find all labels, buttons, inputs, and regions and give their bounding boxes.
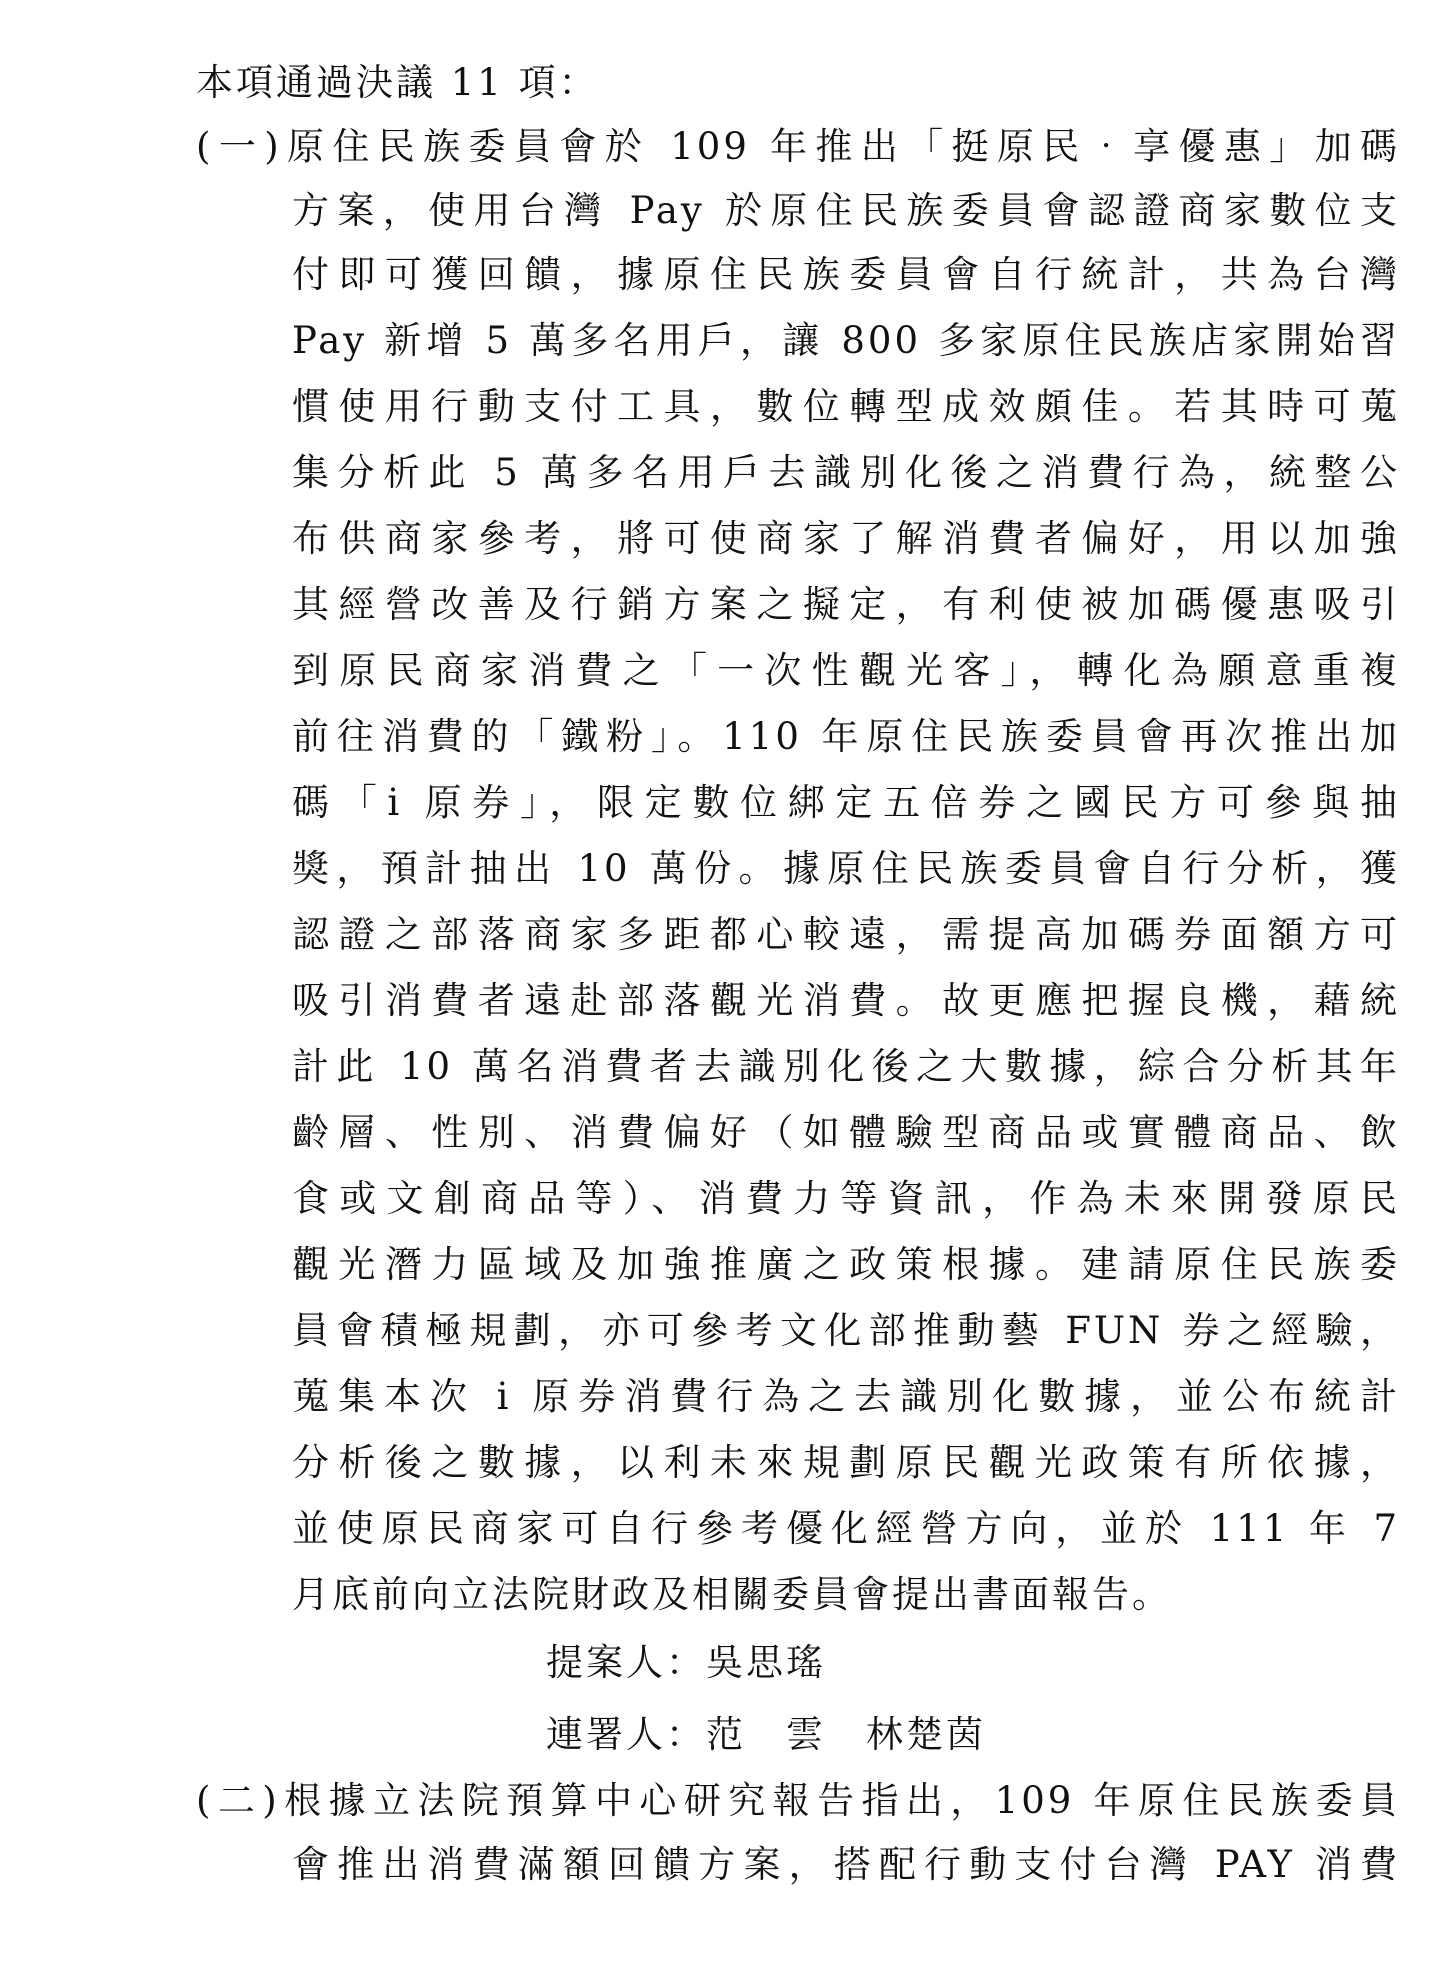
item-1-line: Pay 新增 5 萬多名用戶，讓 800 多家原住民族店家開始習 [292,319,1400,362]
item-1-marker: (一) [196,125,282,168]
item-1-line: 集分析此 5 萬多名用戶去識別化後之消費行為，統整公 [292,451,1400,494]
item-2-first-text: 根據立法院預算中心研究報告指出，109 年原住民族委員 [279,1779,1400,1822]
item-1-line: 並使原民商家可自行參考優化經營方向，並於 111 年 7 [292,1507,1400,1550]
item-1-line: 觀光潛力區域及加強推廣之政策根據。建請原住民族委 [292,1243,1400,1286]
cosigner-names: 范 雲 林楚茵 [706,1713,986,1756]
item-1-line: 吸引消費者遠赴部落觀光消費。故更應把握良機，藉統 [292,979,1400,1022]
cosigner-line [546,1712,986,1758]
item-1-first-line [196,124,1400,170]
item-1-line: 分析後之數據，以利未來規劃原民觀光政策有所依據， [292,1441,1400,1484]
item-1-line: 慣使用行動支付工具，數位轉型成效頗佳。若其時可蒐 [292,385,1400,428]
item-1-line: 食或文創商品等）、消費力等資訊，作為未來開發原民 [292,1177,1400,1220]
cosigner-label: 連署人： [546,1713,706,1756]
item-1-line: 前往消費的「鐵粉」。110 年原住民族委員會再次推出加 [292,715,1400,758]
intro-line: 本項通過決議 11 項： [196,61,599,104]
item-1-line: 方案，使用台灣 Pay 於原住民族委員會認證商家數位支 [292,189,1400,232]
item-2-first-line [196,1778,1400,1824]
item-1-line: 付即可獲回饋，據原住民族委員會自行統計，共為台灣 [292,253,1400,296]
item-1-line: 其經營改善及行銷方案之擬定，有利使被加碼優惠吸引 [292,583,1400,626]
item-1-first-text: 原住民族委員會於 109 年推出「挺原民‧享優惠」加碼 [281,125,1400,168]
item-1-line: 蒐集本次 i 原券消費行為之去識別化數據，並公布統計 [292,1375,1400,1418]
item-1-line: 碼「i 原券」，限定數位綁定五倍券之國民方可參與抽 [292,781,1400,824]
item-1-line: 月底前向立法院財政及相關委員會提出書面報告。 [292,1573,1172,1616]
item-1-line: 認證之部落商家多距都心較遠，需提高加碼券面額方可 [292,913,1400,956]
item-1-line: 布供商家參考，將可使商家了解消費者偏好，用以加強 [292,517,1400,560]
item-1-line: 到原民商家消費之「一次性觀光客」，轉化為願意重複 [292,649,1400,692]
proposer-line [546,1640,826,1686]
item-1-line: 計此 10 萬名消費者去識別化後之大數據，綜合分析其年 [292,1045,1400,1088]
item-1-line: 員會積極規劃，亦可參考文化部推動藝 FUN 券之經驗， [292,1309,1400,1352]
proposer-name: 吳思瑤 [706,1641,826,1684]
item-2-marker: (二) [196,1779,280,1822]
item-1-line: 齡層、性別、消費偏好（如體驗型商品或實體商品、飲 [292,1111,1400,1154]
proposer-label: 提案人： [546,1641,706,1684]
item-1-line: 獎，預計抽出 10 萬份。據原住民族委員會自行分析，獲 [292,847,1400,890]
item-2-line: 會推出消費滿額回饋方案，搭配行動支付台灣 PAY 消費 [292,1843,1400,1886]
